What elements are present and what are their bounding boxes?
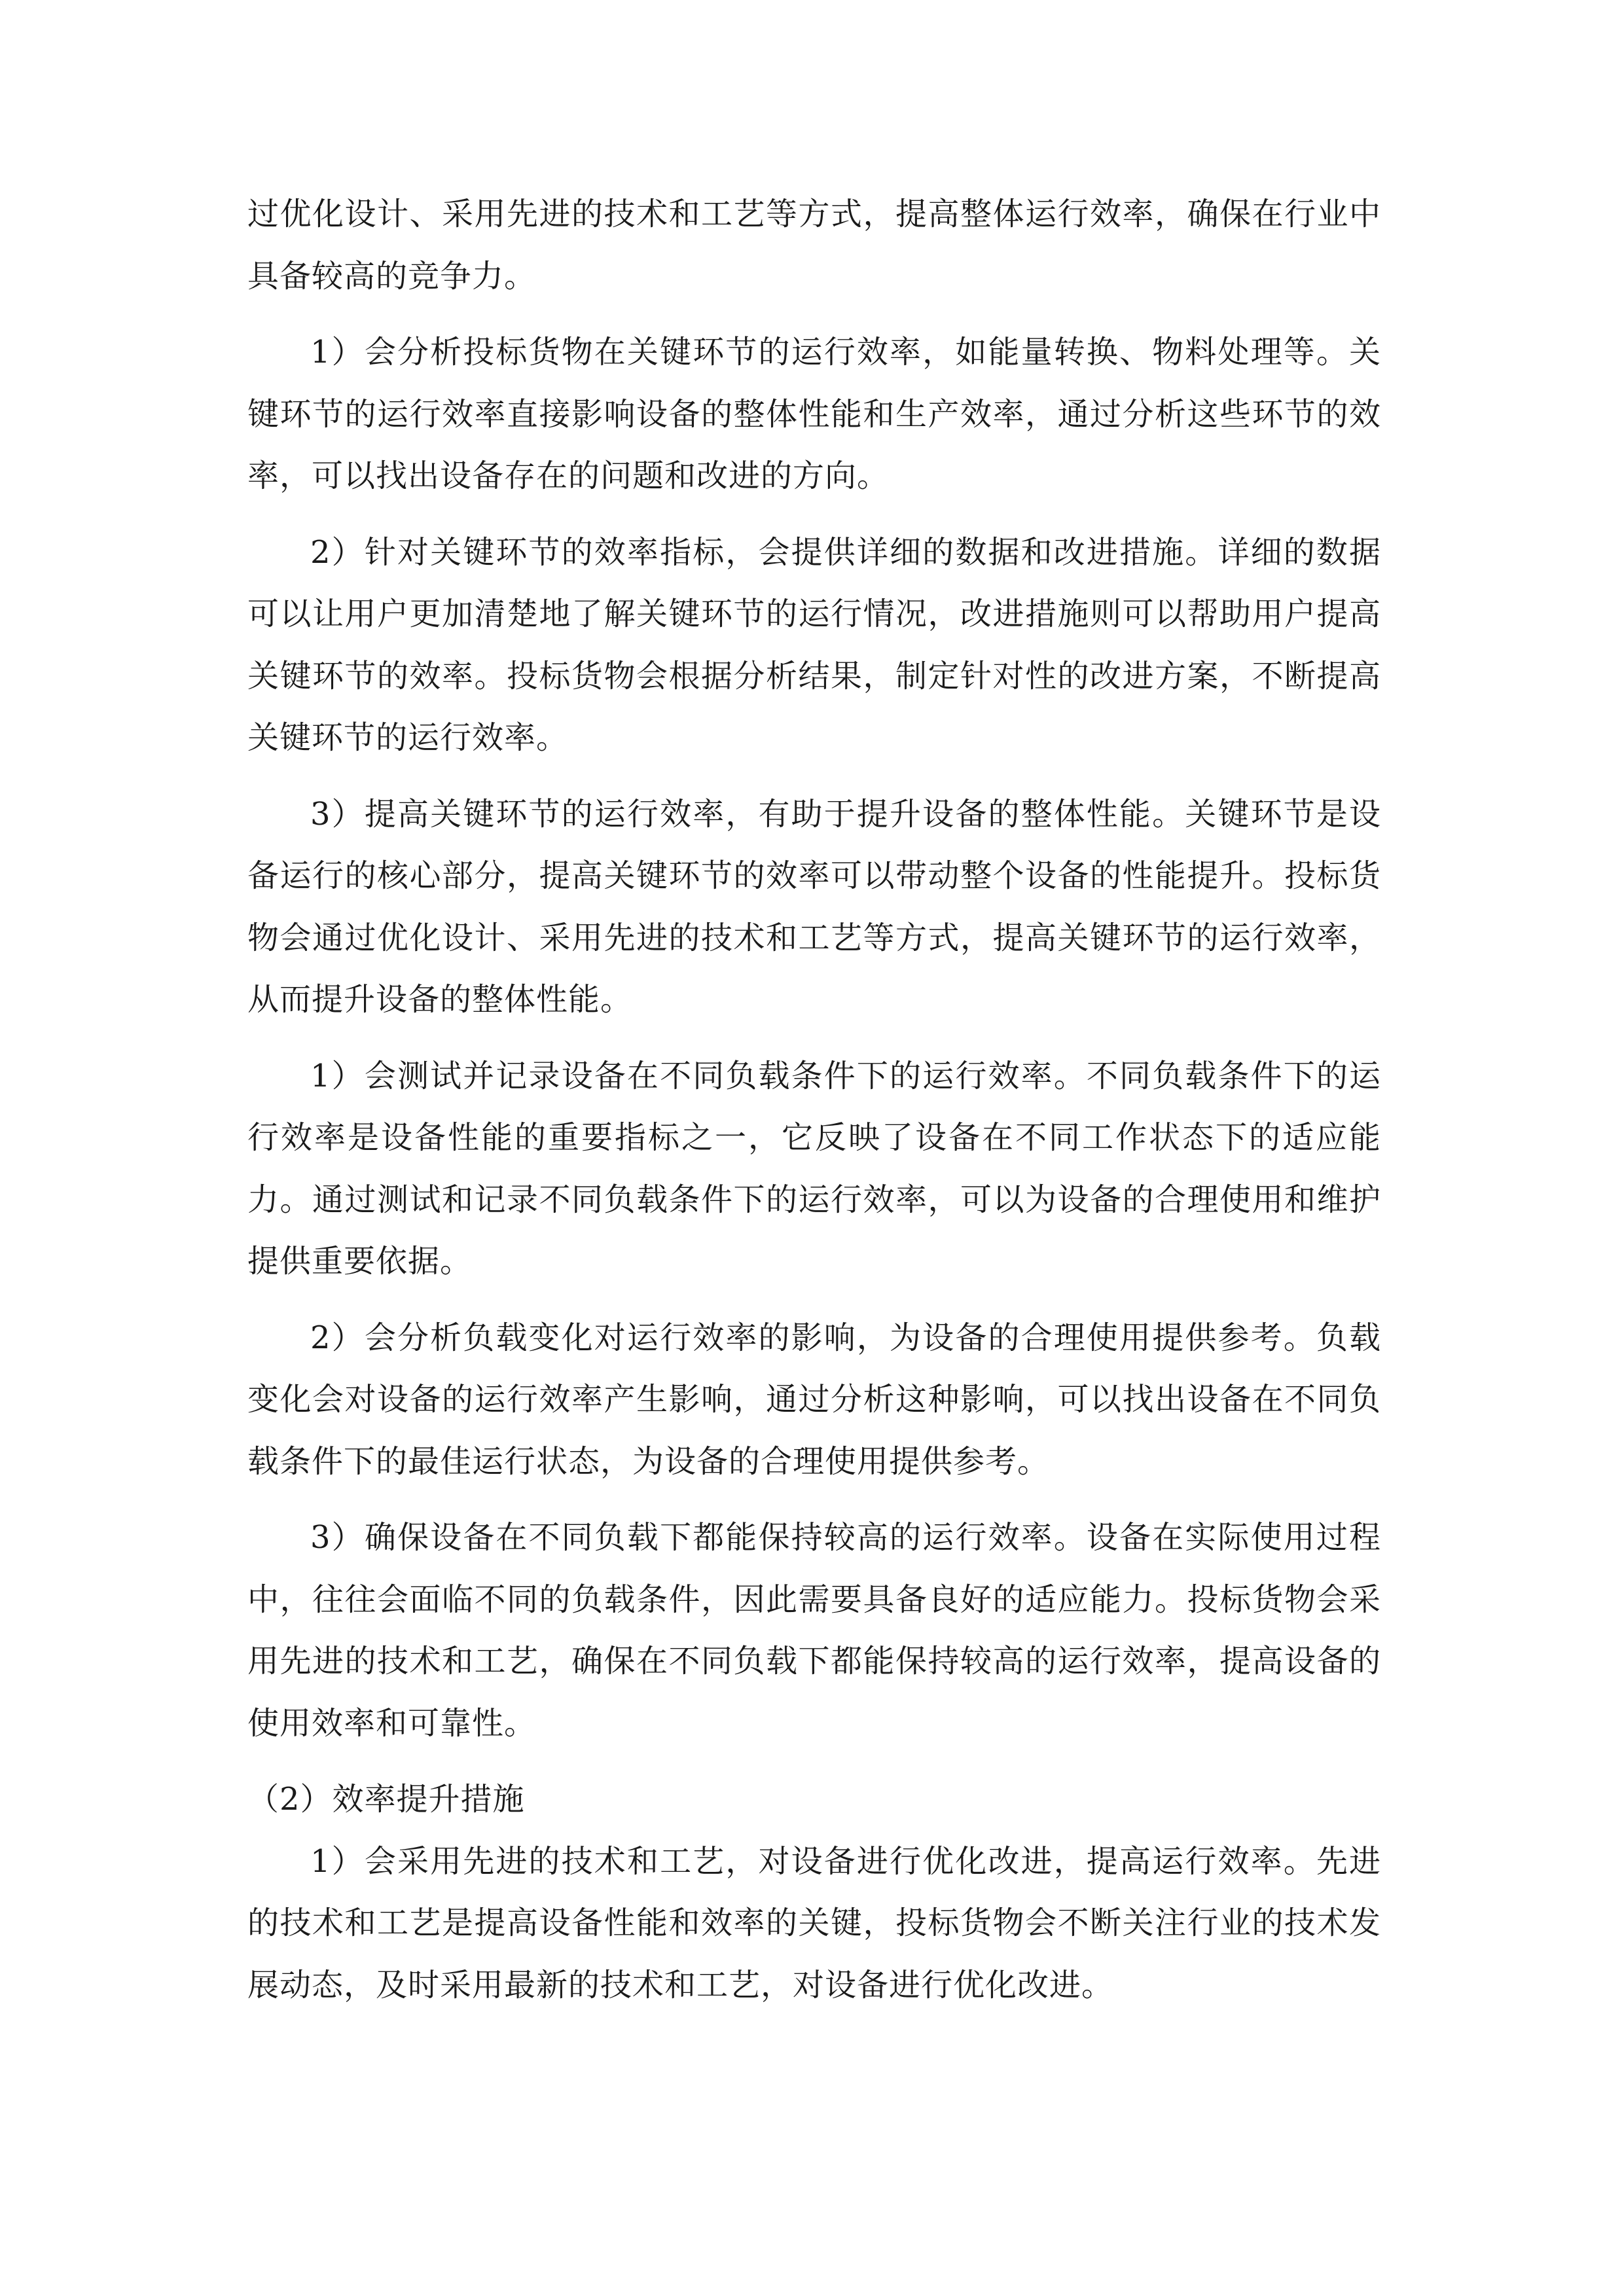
paragraph-advanced-technology: 1）会采用先进的技术和工艺，对设备进行优化改进，提高运行效率。先进的技术和工艺是提高设备性能和效率的关键，投标货物会不断关注行业的技术发展动态，及时采用最新的技术和工艺，对设备进行优化改进。 [247,1842,1381,2003]
paragraph-load-analysis: 2）会分析负载变化对运行效率的影响，为设备的合理使用提供参考。负载变化会对设备的运行效率产生影响，通过分析这种影响，可以找出设备在不同负载条件下的最佳运行状态，为设备的合理使用提供参考。 [247,1319,1381,1480]
section-heading: （2）效率提升措施 [247,1781,525,1818]
paragraph-stable-efficiency: 3）确保设备在不同负载下都能保持较高的运行效率。设备在实际使用过程中，往往会面临不同的负载条件，因此需要具备良好的适应能力。投标货物会采用先进的技术和工艺，确保在不同负载下都能保持较高的运行效率，提高设备的使用效率和可靠性。 [247,1519,1381,1742]
paragraph-key-stage-analysis: 1）会分析投标货物在关键环节的运行效率，如能量转换、物料处理等。关键环节的运行效率直接影响设备的整体性能和生产效率，通过分析这些环节的效率，可以找出设备存在的问题和改进的方向。 [247,334,1381,494]
document-page [247,183,1381,2016]
paragraph-load-testing: 1）会测试并记录设备在不同负载条件下的运行效率。不同负载条件下的运行效率是设备性能的重要指标之一，它反映了设备在不同工作状态下的适应能力。通过测试和记录不同负载条件下的运行效率，可以为设备的合理使用和维护提供重要依据。 [247,1057,1381,1280]
paragraph-improve-key-stages: 3）提高关键环节的运行效率，有助于提升设备的整体性能。关键环节是设备运行的核心部分，提高关键环节的效率可以带动整个设备的性能提升。投标货物会通过优化设计、采用先进的技术和工艺等方式，提高关键环节的运行效率，从而提升设备的整体性能。 [247,795,1381,1018]
paragraph-efficiency-indicators: 2）针对关键环节的效率指标，会提供详细的数据和改进措施。详细的数据可以让用户更加清楚地了解关键环节的运行情况，改进措施则可以帮助用户提高关键环节的效率。投标货物会根据分析结果，制定针对性的改进方案，不断提高关键环节的运行效率。 [247,533,1381,756]
paragraph-continuation: 过优化设计、采用先进的技术和工艺等方式，提高整体运行效率，确保在行业中具备较高的竞争力。 [247,196,1381,295]
